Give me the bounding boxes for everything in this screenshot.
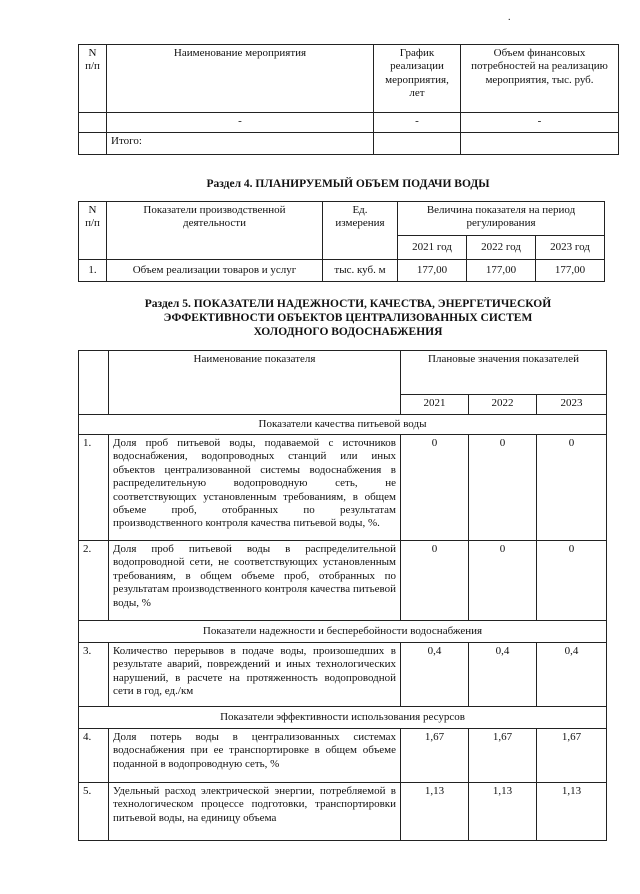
cell-dash: - [374,113,461,133]
table-header-row [79,202,605,236]
row-value: 1,13 [469,783,537,841]
year-header: 2022 год [467,236,536,260]
row-indicator-text: Удельный расход электрической энергии, потребляемой в технологическом процессе подготовки, транспортировки питьевой воды, на единицу объема [109,783,401,841]
table-header-row [79,45,619,113]
col-schedule-header: График реализации мероприятия, лет [374,45,461,113]
col-planned-header: Плановые значения показателей [401,351,607,395]
row-num: 2. [79,541,109,621]
table-row [79,260,605,282]
total-label: Итого: [107,133,374,155]
row-unit: тыс. куб. м [323,260,398,282]
table-row [79,643,607,707]
row-num: 1. [79,435,109,541]
row-value: 0,4 [401,643,469,707]
group-quality-label: Показатели качества питьевой воды [79,415,607,435]
row-value: 0 [537,435,607,541]
total-row [79,133,619,155]
table-row [79,729,607,783]
table-row [79,113,619,133]
row-value: 0 [401,541,469,621]
row-value: 177,00 [536,260,605,282]
year-header: 2023 год [536,236,605,260]
year-header: 2021 [401,395,469,415]
group-row [79,415,607,435]
row-value: 0,4 [469,643,537,707]
row-indicator-text: Доля проб питьевой воды в распределительной водопроводной сети, не соответствующих установленным требованиям, в общем объеме проб, отобранных по результатам производственного контроля качества питьевой воды, % [109,541,401,621]
year-header: 2022 [469,395,537,415]
year-header: 2023 [537,395,607,415]
quality-indicators-table [78,350,607,841]
group-row [79,621,607,643]
group-row [79,707,607,729]
cell-dash: - [461,113,619,133]
row-value: 0 [537,541,607,621]
col-indicator-header: Наименование показателя [109,351,401,415]
row-num: 5. [79,783,109,841]
row-indicator-text: Количество перерывов в подаче воды, произошедших в результате аварий, повреждений и иных технологических нарушений, в расчете на протяженность водопроводной сети в год, ед./км [109,643,401,707]
row-value: 1,13 [401,783,469,841]
row-value: 1,67 [469,729,537,783]
row-indicator-text: Доля потерь воды в централизованных системах водоснабжения при ее транспортировке в общем объеме поданной в водопроводную сеть, % [109,729,401,783]
col-indicator-header: Показатели производственной деятельности [107,202,323,260]
row-indicator-text: Доля проб питьевой воды, подаваемой с источников водоснабжения, водопроводных станций или иных объектов централизованной системы водоснабжения в распределительную водопроводную сеть, не соответствующих установленным требованиям, в общем объеме проб, отобранных по результатам производственного контроля качества питьевой воды, %. [109,435,401,541]
row-value: 0 [469,435,537,541]
section4-title: Раздел 4. ПЛАНИРУЕМЫЙ ОБЪЕМ ПОДАЧИ ВОДЫ [206,178,490,190]
row-num: 1. [79,260,107,282]
group-efficiency-label: Показатели эффективности использования ресурсов [79,707,607,729]
col-finance-header: Объем финансовых потребностей на реализацию мероприятия, тыс. руб. [461,45,619,113]
row-value: 177,00 [467,260,536,282]
year-header: 2021 год [398,236,467,260]
col-num-header [79,351,109,415]
row-value: 1,67 [537,729,607,783]
col-value-header: Величина показателя на период регулирования [398,202,605,236]
row-value: 0,4 [537,643,607,707]
row-value: 1,67 [401,729,469,783]
cell-empty [374,133,461,155]
col-num-header: N п/п [79,202,107,260]
table-row [79,783,607,841]
measures-table [78,44,619,155]
cell-empty [461,133,619,155]
col-num-header: N п/п [79,45,107,113]
row-num: 3. [79,643,109,707]
row-indicator: Объем реализации товаров и услуг [107,260,323,282]
row-value: 1,13 [537,783,607,841]
page-speck: . [508,12,511,23]
row-num: 4. [79,729,109,783]
row-value: 0 [469,541,537,621]
group-reliability-label: Показатели надежности и бесперебойности водоснабжения [79,621,607,643]
table-row [79,435,607,541]
cell-empty [79,133,107,155]
cell-dash: - [107,113,374,133]
section5-title: Раздел 5. ПОКАЗАТЕЛИ НАДЕЖНОСТИ, КАЧЕСТВА, ЭНЕРГЕТИЧЕСКОЙ ЭФФЕКТИВНОСТИ ОБЪЕКТОВ ЦЕНТРАЛИЗОВАННЫХ СИСТЕМ ХОЛОДНОГО ВОДОСНАБЖЕНИЯ [144,298,552,338]
table-row [79,541,607,621]
water-supply-volume-table [78,201,605,282]
table-header-row [79,351,607,395]
row-value: 0 [401,435,469,541]
row-value: 177,00 [398,260,467,282]
col-unit-header: Ед. измерения [323,202,398,260]
cell-empty [79,113,107,133]
col-measure-header: Наименование мероприятия [107,45,374,113]
